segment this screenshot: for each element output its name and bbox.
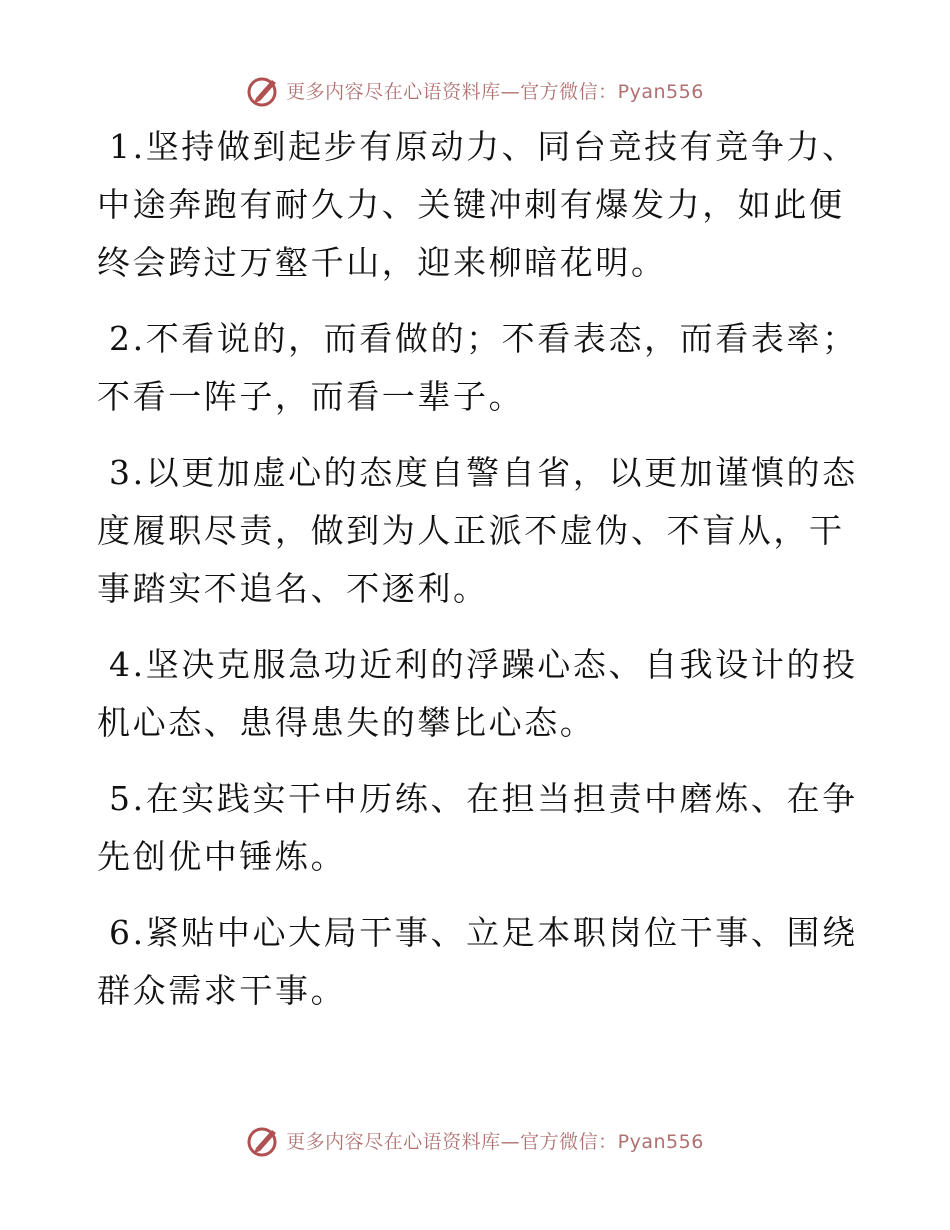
pen-circle-icon — [246, 72, 282, 108]
paragraph-number: 3. — [109, 453, 146, 492]
paragraph-2 — [97, 310, 867, 426]
paragraph-text: 在实践实干中历练、在担当担责中磨炼、在争先创优中锤炼。 — [97, 779, 858, 876]
watermark-text: 更多内容尽在心语资料库—官方微信：Pyan556 — [286, 1130, 704, 1153]
paragraph-number: 5. — [109, 779, 146, 818]
paragraph-number: 1. — [109, 127, 146, 166]
pen-circle-icon — [246, 1122, 282, 1158]
paragraph-3 — [97, 444, 867, 618]
paragraph-text: 坚决克服急功近利的浮躁心态、自我设计的投机心态、患得患失的攀比心态。 — [97, 645, 858, 742]
paragraph-text: 不看说的，而看做的；不看表态，而看表率；不看一阵子，而看一辈子。 — [97, 319, 858, 416]
paragraph-text: 紧贴中心大局干事、立足本职岗位干事、围绕群众需求干事。 — [97, 913, 858, 1010]
paragraph-5 — [97, 770, 867, 886]
watermark-text: 更多内容尽在心语资料库—官方微信：Pyan556 — [286, 80, 704, 103]
paragraph-text: 坚持做到起步有原动力、同台竞技有竞争力、中途奔跑有耐久力、关键冲刺有爆发力，如此便终会跨过万壑千山，迎来柳暗花明。 — [97, 127, 858, 282]
paragraph-6 — [97, 904, 867, 1020]
paragraph-4 — [97, 636, 867, 752]
header-watermark — [0, 70, 950, 110]
paragraph-text: 以更加虚心的态度自警自省，以更加谨慎的态度履职尽责，做到为人正派不虚伪、不盲从，干事踏实不追名、不逐利。 — [97, 453, 858, 608]
document-body — [97, 118, 867, 1038]
footer-watermark — [0, 1120, 950, 1160]
paragraph-number: 2. — [109, 319, 146, 358]
paragraph-1 — [97, 118, 867, 292]
paragraph-number: 6. — [109, 913, 146, 952]
paragraph-number: 4. — [109, 645, 146, 684]
